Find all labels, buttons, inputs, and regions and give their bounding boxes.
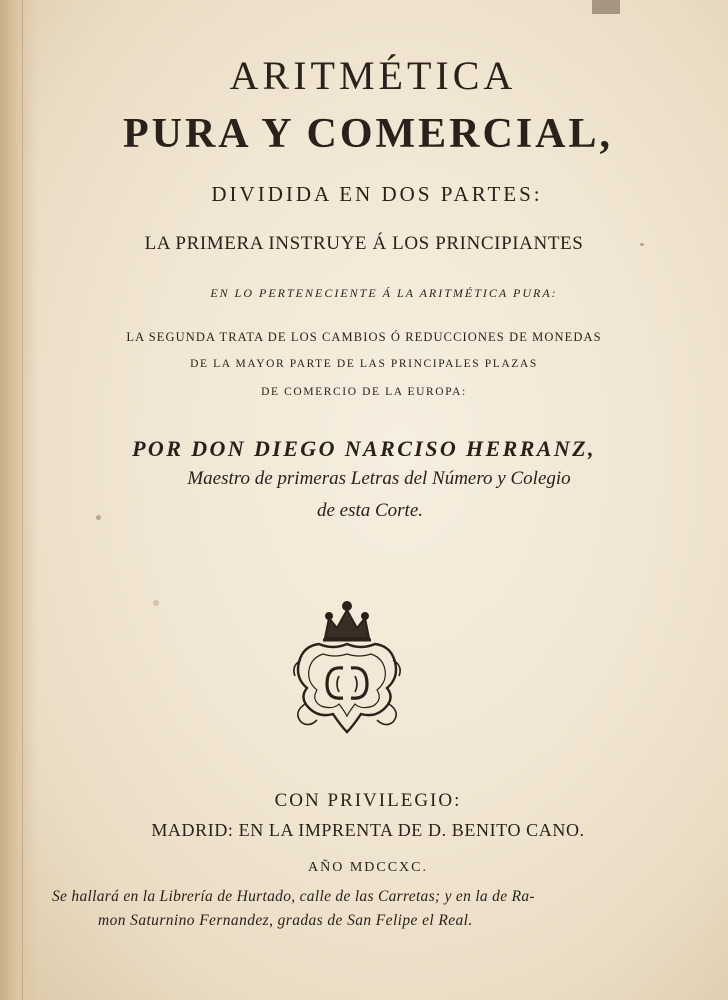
sales-note-line-2: mon Saturnino Fernandez, gradas de San Felipe el Real.	[98, 912, 473, 929]
printer-line: MADRID: EN LA IMPRENTA DE D. BENITO CANO.	[151, 820, 585, 840]
part-one-line-2: EN LO PERTENECIENTE Á LA ARITMÉTICA PURA:	[210, 286, 558, 300]
author-name: POR DON DIEGO NARCISO HERRANZ,	[132, 436, 596, 461]
paper-tab-mark	[592, 0, 620, 14]
part-two-line-3: DE COMERCIO DE LA EUROPA:	[261, 386, 467, 398]
title-line-1: ARITMÉTICA	[229, 53, 517, 98]
part-one-line-1: LA PRIMERA INSTRUYE Á LOS PRINCIPIANTES	[144, 233, 584, 254]
foxing-spot	[153, 600, 159, 606]
title-line-2: PURA Y COMERCIAL,	[122, 111, 614, 157]
part-two-line-1: LA SEGUNDA TRATA DE LOS CAMBIOS Ó REDUCCIONES DE MONEDAS	[126, 330, 602, 344]
part-two-line-2: DE LA MAYOR PARTE DE LAS PRINCIPALES PLAZAS	[190, 358, 538, 370]
author-role-line-1: Maestro de primeras Letras del Número y Colegio	[187, 468, 571, 489]
crowned-monogram-ornament-icon	[289, 600, 405, 740]
sales-note-line-1: Se hallará en la Librería de Hurtado, calle de las Carretas; y en la de Ra-	[52, 888, 535, 905]
publication-year: AÑO MDCCXC.	[307, 860, 428, 875]
privilege-line: CON PRIVILEGIO:	[274, 790, 462, 811]
subtitle: DIVIDIDA EN DOS PARTES:	[211, 182, 543, 206]
author-role-line-2: de esta Corte.	[316, 500, 424, 521]
